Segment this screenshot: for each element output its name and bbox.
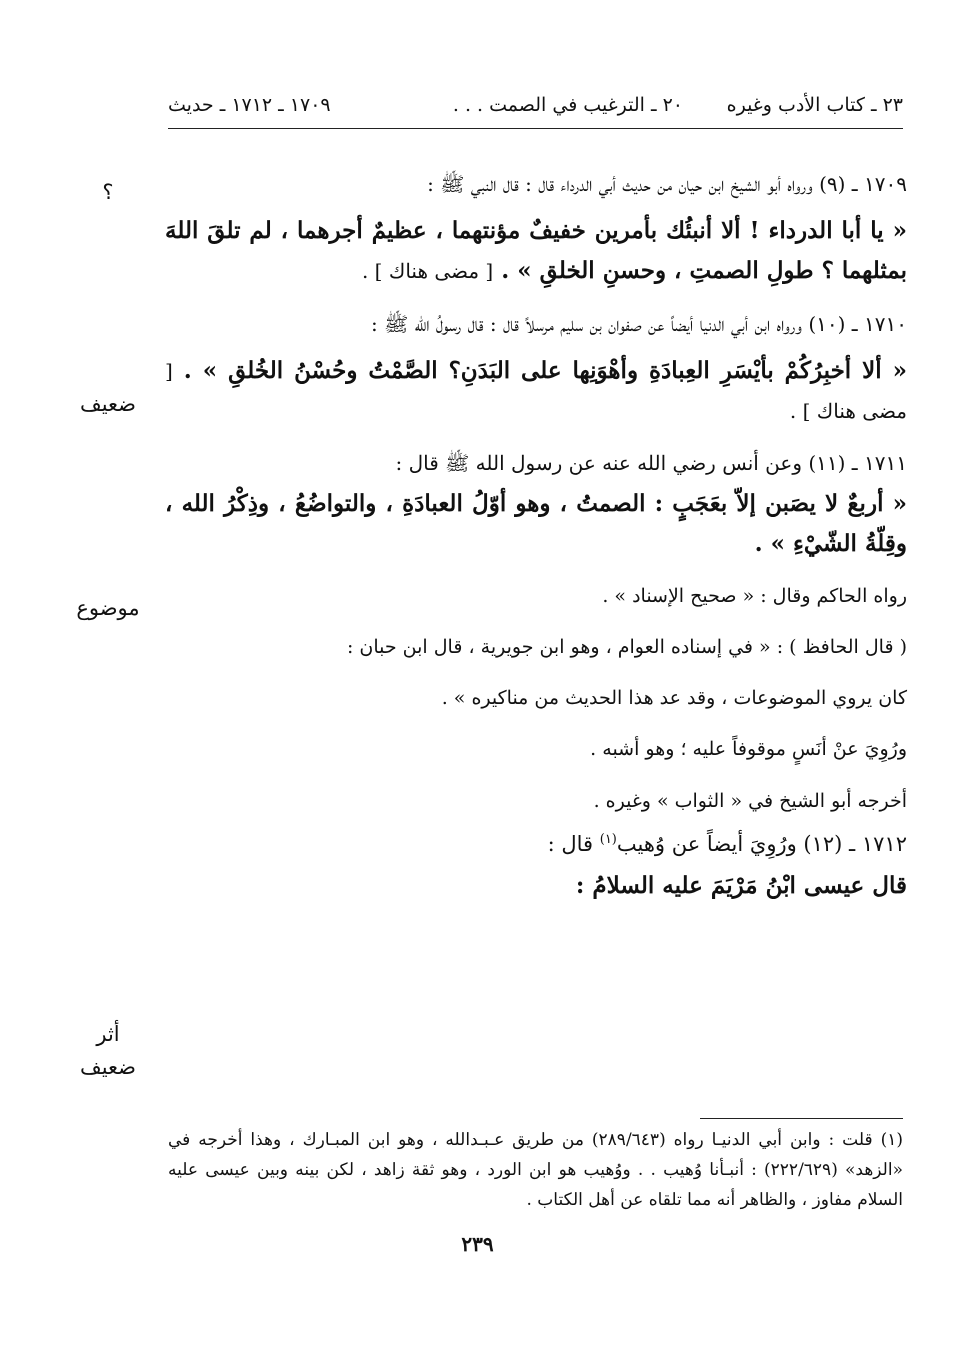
footnote-marker[interactable]: (١) <box>599 831 617 847</box>
hadith-1711-intro: ١٧١١ ـ (١١) وعن أنس رضي الله عنه عن رسول الله ﷺ قال : <box>395 451 907 475</box>
hadith-1712-intro <box>165 827 907 862</box>
grade-1712-line1: أثر <box>96 1022 120 1046</box>
grade-1710: ضعيف <box>79 392 137 416</box>
note-line: ( قال الحافظ ) : « في إسناده العوام ، وهو ابن جويرية ، قال ابن حبان : <box>346 635 907 658</box>
hadith-1710-text: « ألا أخبِرُكُمْ بأيْسَرِ العِبادَةِ وأهْوَنِها على البَدَنِ؟ الصَّمْتُ وحُسْنُ الخُلقِ » . <box>183 356 907 384</box>
hadith-1709-ref: [ مضى هناك ] . <box>361 259 494 284</box>
footnote: (١) قلت : وابن أبي الدنيـا رواه (٢٨٩/٦٤٣) من طريق عـبـدالله ، وهو ابن المبـارك ، وهذا أخرجه في «الزهد» (٢٢٢/٦٢٩) : أنبـأنا وُهيب . . ووُهيب هو ابن الورد ، وهو ثقة زاهد ، لكن بينه وبين عيسى عليه السلام مفاوز ، والظاهر أنه مما تلقاه عن أهل الكتاب . <box>168 1130 903 1210</box>
note-line: ورُوِيَ عنْ أنَسٍ موقوفاً عليه ؛ وهو أشبه . <box>590 738 907 761</box>
grade-1712 <box>68 1018 148 1083</box>
main-text <box>165 168 907 906</box>
grade-1711: موضوع <box>76 596 140 620</box>
hadith-1711-notes <box>165 571 907 827</box>
note-line: كان يروي الموضوعات ، وقد عد هذا الحديث من مناكيره » . <box>441 687 907 710</box>
hadith-1710-quote <box>165 351 907 432</box>
footnote-divider <box>700 1118 903 1119</box>
hadith-1710-intro: ١٧١٠ ـ (١٠) ورواه ابن أبي الدنيا أيضاً عن صفوان بن سليم مرسلاً قال : قال رسولُ الله ﷺ : <box>371 311 907 336</box>
header-hadith-range: ١٧٠٩ ـ ١٧١٢ ـ حديث <box>168 94 331 116</box>
hadith-1709-text: « يا أبا الدرداء ! ألا أنبئُك بأمرين خفيفٌ مؤنتهما ، عظيمٌ أجرهما ، لم تلقَ اللهَ بمثلهما ؟ طولِ الصمتِ ، وحسنِ الخلقِ » . <box>165 217 907 285</box>
grade-1712-line2: ضعيف <box>79 1054 137 1079</box>
header-chapter-title: ٢٠ ـ الترغيب في الصمت . . . <box>452 94 683 116</box>
hadith-1710-ref: [ مضى هناك ] . <box>165 358 907 423</box>
hadith-1712-quote: قال عيسى ابْنُ مَرْيَمَ عليه السلامُ : <box>575 871 907 899</box>
hadith-1711-quote: « أربعٌ لا يصَبن إلاّ بعَجَبٍ : الصمتُ ، وهو أوّلُ العبادَةِ ، والتواضُعُ ، وذِكْرُ الله ، وقِلّةُ الشّيْءِ » . <box>165 490 907 558</box>
page-number: ٢٣٩ <box>461 1232 494 1256</box>
hadith-1712-intro-text: ١٧١٢ ـ (١٢) ورُوِيَ أيضاً عن وُهيب <box>616 831 907 856</box>
header-divider <box>168 128 903 129</box>
grade-1709: ؟ <box>102 180 114 204</box>
hadith-1709-intro: ١٧٠٩ ـ (٩) ورواه أبو الشيخ ابن حيان من حديث أبي الدرداء قال : قال النبي ﷺ : <box>427 172 907 196</box>
note-line: أخرجه أبو الشيخ في « الثواب » وغيره . <box>593 789 907 812</box>
hadith-1712-intro-end: قال : <box>547 831 594 856</box>
note-line: رواه الحاكم وقال : « صحيح الإسناد » . <box>602 584 907 607</box>
hadith-1709-quote <box>165 211 907 292</box>
running-header <box>168 88 903 128</box>
header-book-title: ٢٣ ـ كتاب الأدب وغيره <box>726 94 903 116</box>
